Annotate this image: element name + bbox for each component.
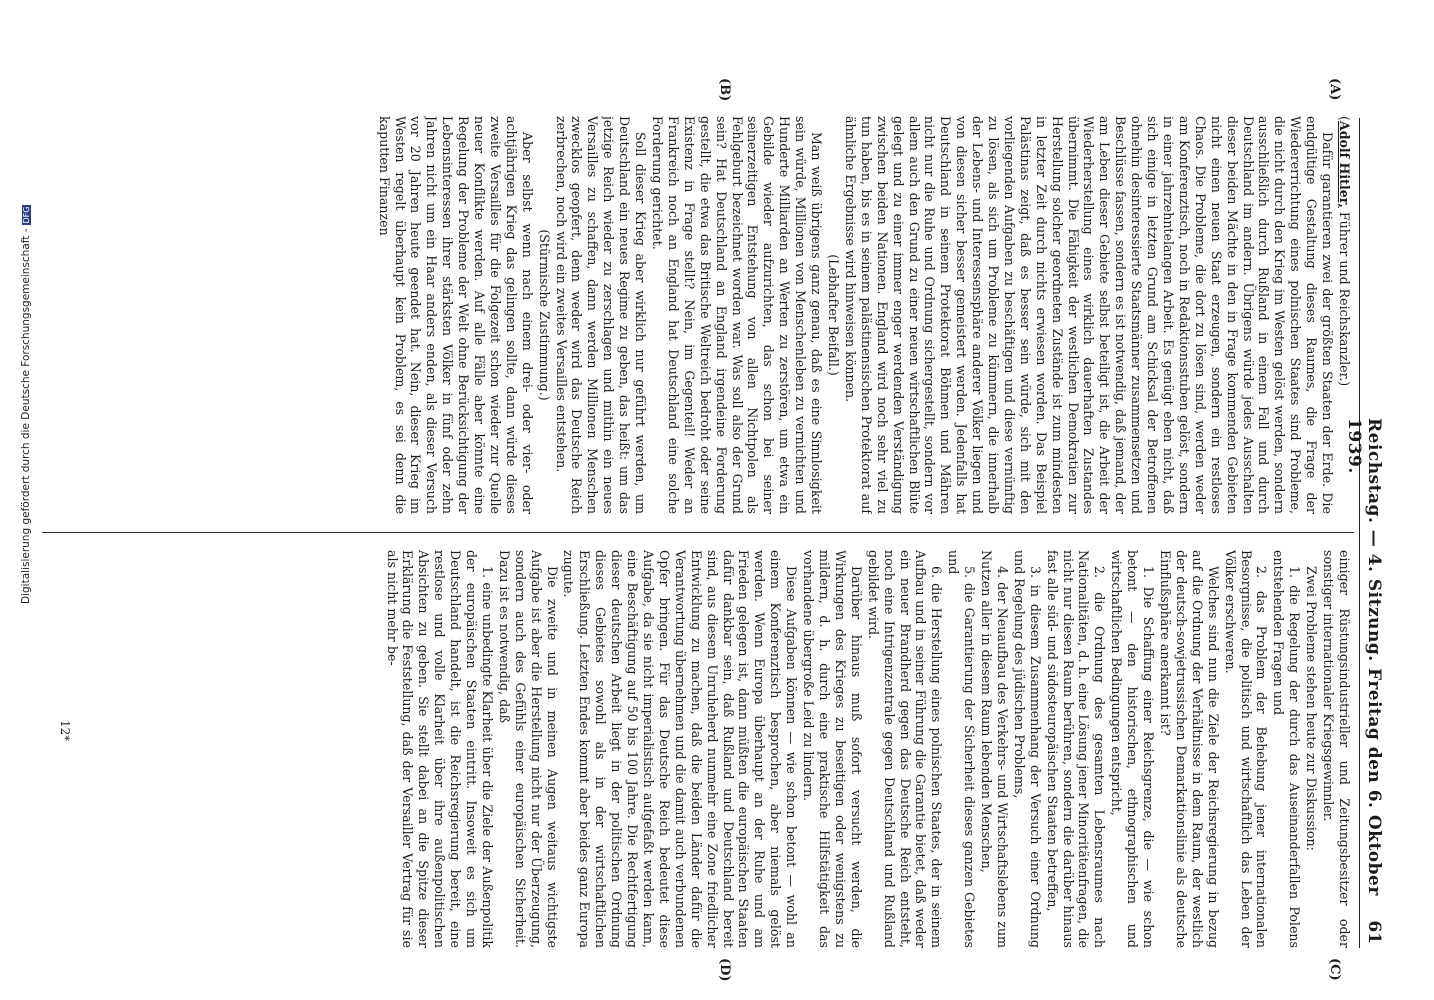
signature-mark: 12*	[58, 720, 72, 742]
margin-marker-b: (B)	[717, 78, 732, 102]
list-item: 2. das Problem der Behebung jener internationalen Besorgnisse, die politisch und wirtschaftlich das Leben der Völker erschweren.	[1222, 550, 1270, 948]
dfg-logo: DFG	[21, 206, 31, 224]
right-column	[42, 550, 1352, 948]
list-item: 3. in diesem Zusammenhang der Versuch einer Ordnung und Regelung des jüdischen Problems,	[1011, 550, 1043, 948]
list-item: 1. die Regelung der durch das Auseinanderfallen Polens entstehenden Fragen und	[1271, 550, 1303, 948]
speaker-role: Führer und Reichskanzler.)	[1337, 211, 1352, 387]
paragraph: Die zweite und in meinen Augen weitaus wichtigste Aufgabe ist aber die Herstellung nicht nur der Überzeugung, sondern auch des Gefühls einer europäischen Sicherheit. Dazu ist es notwendig, daß	[496, 550, 560, 948]
paragraph: einiger Rüstungsindustrieller und Zeitungsbesitzer oder sonstiger internationaler Kriegsgewinnler.	[1321, 550, 1352, 948]
margin-marker-c: (C)	[1327, 958, 1342, 981]
list-item: 2. die Ordnung des gesamten Lebensraumes nach Nationalitäten, d. h. eine Lösung jener Minoritätenfragen, die nicht nur diesen Raum berühren, sondern die darüber hinaus fast alle süd- und südosteuropäischen Staaten betreffen,	[1044, 550, 1108, 948]
credit-text: Digitalisierung gefördert durch die Deutsche Forschungsgemeinschaft -	[20, 228, 32, 604]
paragraph: Dafür garantieren zwei der größten Staaten der Erde. Die endgültige Gestaltung dieses Raumes, die Frage der Wiedererrichtung eines polnischen Staates sind Probleme, die nicht durch den Krieg im Westen gelöst werden, sondern ausschließlich durch Rußland in einem Fall und durch Deutschland im andern. Übrigens würde jedes Ausschalten dieser beiden Mächte in den in Frage kommenden Gebieten nicht einen neuen Staat erzeugen, sondern ein restloses Chaos. Die Probleme, die dort zu lösen sind, werden weder am Konferenztisch, noch in Redaktionsstuben gelöst, sondern in einer jahrzehntelangen Arbeit. Es genügt eben nicht, daß sich einige in letzten Grund am Schicksal der Betroffenen ohnehin desinteressierte Staatsmänner zusammensetzen und Beschlüsse fassen, sondern es ist notwendig, daß jemand, der am Leben dieser Gebiete selbst beteiligt ist, die Arbeit der Wiederherstellung eines wirklich dauerhaften Zustandes übernimmt. Die Fähigkeit der westlichen Demokratien zur Herstellung solcher geordneten Zustände ist zum mindesten in letzter Zeit durch nichts erwiesen worden. Das Beispiel Palästinas zeigt, daß es besser sein würde, sich mit den vorliegenden Aufgaben zu beschäftigen und diese vernünftig zu lösen, als sich um Probleme zu kümmern, die innerhalb der Lebens- und Interessensphäre anderer Völker liegen und von diesen sicher besser gemeistert werden. Jedenfalls hat Deutschland in seinem Protektorat Böhmen und Mähren nicht nur die Ruhe und Ordnung sichergestellt, sondern vor allem auch den Grund zu einer neuen wirtschaftlichen Blüte gelegt und zu einer immer enger werdenden Verständigung zwischen beiden Nationen. England wird noch sehr viel zu tun haben, bis es in seinem palästinensischen Protektorat auf ähnliche Ergebnisse wird hinweisen können.	[842, 116, 1336, 514]
margin-marker-a: (A)	[1327, 78, 1342, 101]
digitization-credit	[20, 205, 32, 604]
speaker-line: (Adolf Hitler, Führer und Reichskanzler.)	[1337, 116, 1352, 387]
paragraph: Man weiß übrigens ganz genau, daß es eine Sinnlosigkeit sein würde, Millionen von Menschenleben zu vernichten und Hunderte Milliarden an Werten zu zerstören, um etwa ein Gebilde wieder aufzurichten, das schon bei seiner seinerzeitigen Entstehung von allen Nichtpolen als Fehlgeburt bezeichnet worden war. Was soll also der Grund sein? Hat Deutschland an England irgendeine Forderung gestellt, die etwa das Britische Weltreich bedroht oder seine Existenz in Frage stellt? Nein, im Gegenteil! Weder an Frankreich noch an England hat Deutschland eine solche Forderung gerichtet.	[650, 116, 825, 514]
margin-marker-d: (D)	[717, 958, 732, 982]
paragraph: Zwei Probleme stehen heute zur Diskussion:	[1304, 566, 1320, 851]
applause-note: (Lebhafter Beifall.)	[826, 254, 841, 376]
left-column	[42, 116, 1352, 514]
list-item: 5. die Garantierung der Sicherheit dieses ganzen Gebietes und	[946, 550, 978, 948]
paragraph: Welches sind nun die Ziele der Reichsregierung in bezug auf die Ordnung der Verhältnisse in dem Raum, der westlich der deutsch-sowjetrussischen Demarkationslinie als deutsche Einflußsphäre anerkannt ist?	[1158, 550, 1221, 948]
list-item: 4. der Neuaufbau des Verkehrs- und Wirtschaftslebens zum Nutzen aller in diesem Raum lebenden Menschen,	[979, 550, 1010, 948]
list-item: 1. Die Schaffung einer Reichsgrenze, die — wie schon betont — den historischen, ethnographischen und wirtschaftlichen Bedingungen entspricht,	[1109, 550, 1157, 948]
paragraph: Aber selbst wenn nach einem drei- oder vier- oder achtjährigen Krieg das gelingen sollte, dann würde dieses zweite Versailles für die Folgezeit schon wieder zur Quelle neuer Konflikte werden. Auf alle Fälle aber könnte eine Regelung der Probleme der Welt ohne Berücksichtigung der Lebensinteressen ihrer stärksten Völker in fünf oder zehn Jahren nicht um ein Haar anders enden, als dieser Versuch vor 20 Jahren heute geendet hat. Nein, dieser Krieg im Westen regelt überhaupt kein Problem, es sei denn die kaputten Finanzen	[376, 116, 535, 514]
column-divider	[42, 532, 1354, 533]
page-number: 61	[1364, 920, 1384, 944]
paragraph: Darüber hinaus muß sofort versucht werden, die Wirkungen des Krieges zu beseitigen oder wenigstens zu mildern, d. h. durch eine praktische Hilfstätigkeit das vorhandene übergroße Leid zu lindern.	[801, 550, 864, 948]
list-item: 1. eine unbedingte Klarheit über die Ziele der Außenpolitik der europäischen Staaten eintritt. Insoweit es sich um Deutschland handelt, ist die Reichsregierung bereit, eine restlose und volle Klarheit über ihre außenpolitischen Absichten zu geben. Sie stellt dabei an die Spitze dieser Erklärung die Feststellung, daß der Versailler Vertrag für sie als nicht mehr be-	[384, 550, 495, 948]
speaker-name: Adolf Hitler,	[1337, 120, 1352, 208]
header-title: Reichstag. — 4. Sitzung. Freitag den 6. Oktober 1939.	[1344, 418, 1384, 896]
applause-note: (Stürmische Zustimmung.)	[536, 229, 552, 401]
paragraph: Diese Aufgaben können — wie schon betont — wohl an einem Konferenztisch besprochen, aber niemals gelöst werden. Wenn Europa überhaupt an der Ruhe und am Frieden gelegen ist, dann müßten die europäischen Staaten dafür dankbar sein, daß Rußland und Deutschland bereit sind, aus diesem Unruheherd nunmehr eine Zone friedlicher Entwicklung zu machen, daß die beiden Länder dafür die Verantwortung übernehmen und die damit auch verbundenen Opfer bringen. Für das Deutsche Reich bedeutet diese Aufgabe, da sie nicht imperialistisch aufgefaßt werden kann, eine Beschäftigung auf 50 bis 100 Jahre. Die Rechtfertigung dieser deutschen Arbeit liegt in der politischen Ordnung dieses Gebietes sowohl als in der wirtschaftlichen Erschließung. Letzten Endes kommt aber beides ganz Europa zugute.	[561, 550, 800, 948]
list-item: 6. die Herstellung eines polnischen Staates, der in seinem Aufbau und in seiner Führung die Garantie bietet, daß weder ein neuer Brandherd gegen das Deutsche Reich entsteht, noch eine Intrigenzentrale gegen Deutschland und Rußland gebildet wird.	[865, 550, 945, 948]
paragraph: Soll dieser Krieg aber wirklich nur geführt werden, um Deutschland ein neues Regime zu geben, das heißt: um das jetzige Reich wieder zu zerschlagen und mithin ein neues Versailles zu schaffen, dann werden Millionen Menschen zwecklos geopfert, denn weder wird das Deutsche Reich zerbrechen, noch wird ein zweites Versailles entstehen.	[553, 116, 649, 514]
